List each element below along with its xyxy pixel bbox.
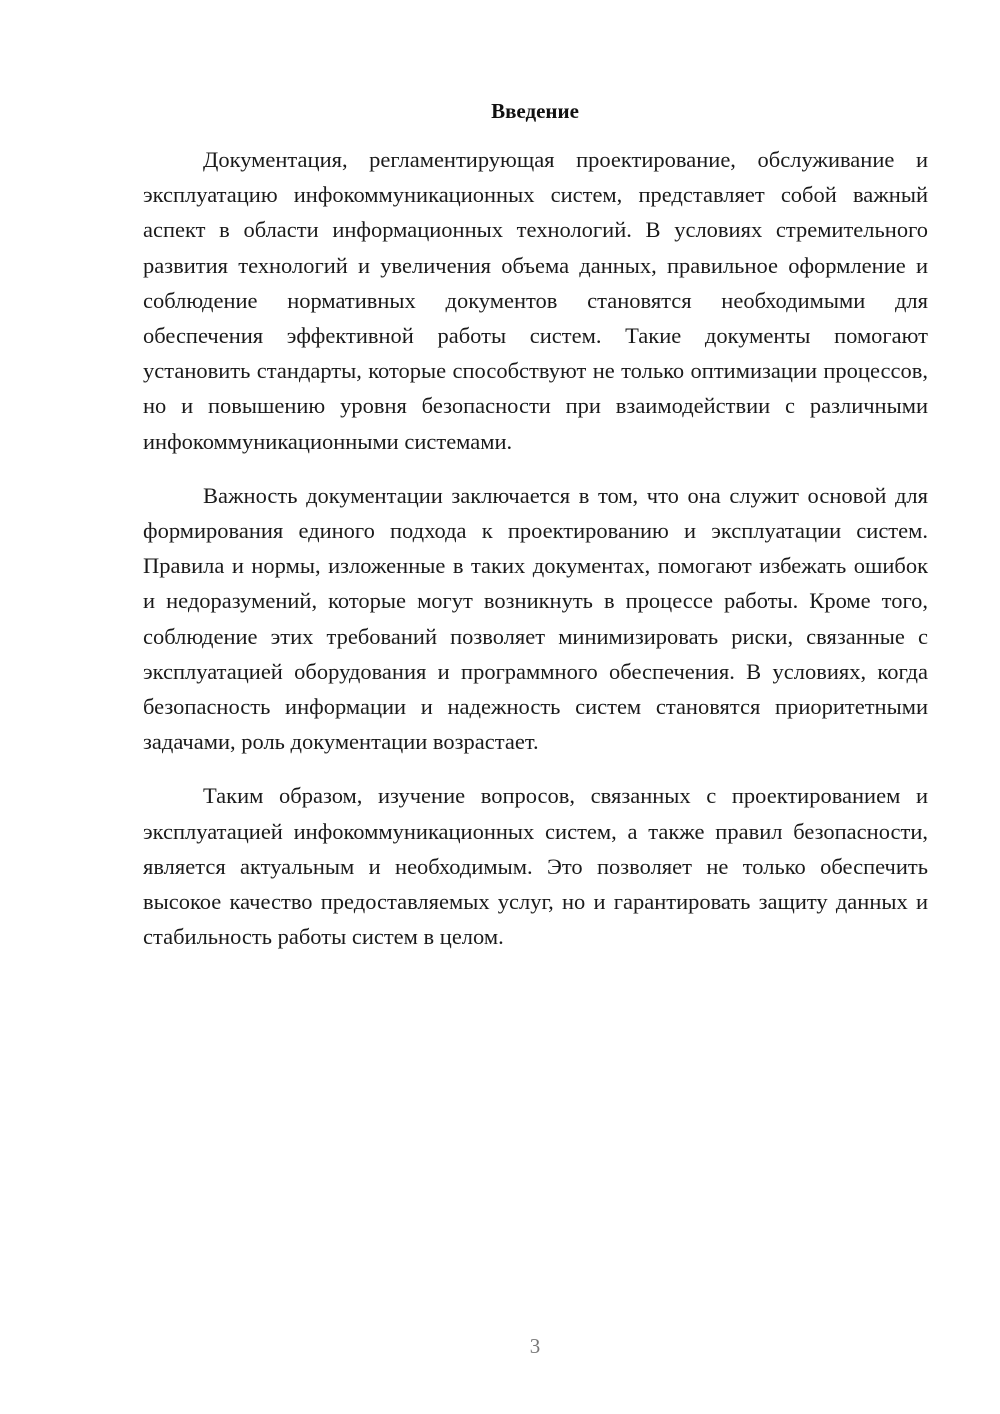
body-text bbox=[143, 142, 928, 973]
paragraph-1: Документация, регламентирующая проектирование, обслуживание и эксплуатацию инфокоммуникационных систем, представляет собой важный аспект в области информационных технологий. В условиях стремительного развития технологий и увеличения объема данных, правильное оформление и соблюдение нормативных документов становятся необходимыми для обеспечения эффективной работы систем. Такие документы помогают установить стандарты, которые способствуют не только оптимизации процессов, но и повышению уровня безопасности при взаимодействии с различными инфокоммуникационными системами. bbox=[143, 147, 928, 454]
section-heading: Введение bbox=[491, 99, 579, 123]
page-number: 3 bbox=[529, 1334, 541, 1358]
paragraph-3: Таким образом, изучение вопросов, связанных с проектированием и эксплуатацией инфокоммуникационных систем, а также правил безопасности, является актуальным и необходимым. Это позволяет не только обеспечить высокое качество предоставляемых услуг, но и гарантировать защиту данных и стабильность работы систем в целом. bbox=[143, 783, 928, 950]
paragraph-2: Важность документации заключается в том, что она служит основой для формирования единого подхода к проектированию и эксплуатации систем. Правила и нормы, изложенные в таких документах, помогают избежать ошибок и недоразумений, которые могут возникнуть в процессе работы. Кроме того, соблюдение этих требований позволяет минимизировать риски, связанные с эксплуатацией оборудования и программного обеспечения. В условиях, когда безопасность информации и надежность систем становятся приоритетными задачами, роль документации возрастает. bbox=[143, 482, 928, 755]
